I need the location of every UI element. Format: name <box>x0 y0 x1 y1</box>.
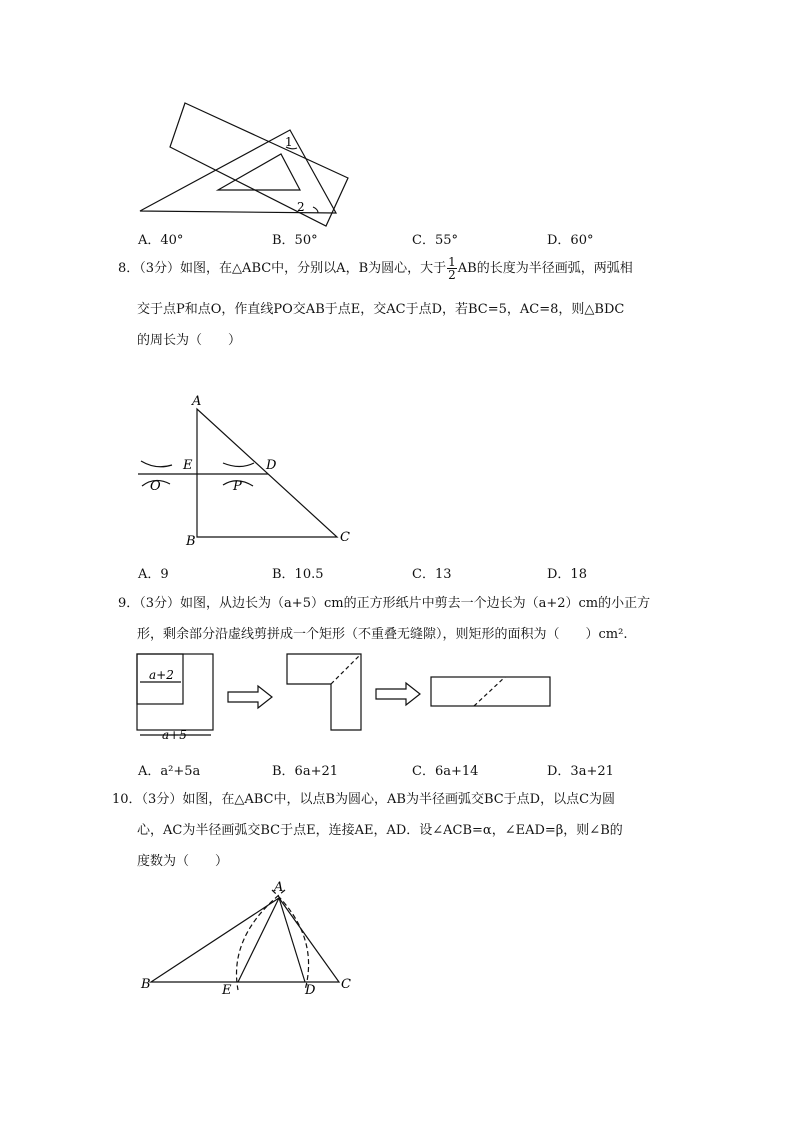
q7-option-a[interactable]: A．40° <box>138 233 184 248</box>
q8-option-c[interactable]: C．13 <box>412 567 452 582</box>
q10-label-a: A <box>274 880 284 895</box>
q9-option-c[interactable]: C．6a+14 <box>412 764 479 779</box>
q10-label-c: C <box>341 977 351 992</box>
q10-label-d: D <box>305 983 316 998</box>
q9-line2: 形，剩余部分沿虚线剪拼成一个矩形（不重叠无缝隙），则矩形的面积为（ ）cm². <box>137 627 628 642</box>
q9-option-b[interactable]: B．6a+21 <box>272 764 339 779</box>
q10-segment-ad <box>279 898 305 982</box>
q7-angle-1-label: 1 <box>285 135 293 149</box>
q10-line3: 度数为（ ） <box>137 854 229 869</box>
q10-arc-c <box>237 890 285 990</box>
q8-label-p: P <box>233 479 242 494</box>
q8-line3: 的周长为（ ） <box>137 333 242 348</box>
q10-line2: 心，AC为半径画弧交BC于点E，连接AE，AD．设∠ACB=α，∠EAD=β，则∠B的 <box>137 823 623 838</box>
q8-label-a: A <box>192 394 202 409</box>
q8-option-d[interactable]: D．18 <box>547 567 587 582</box>
q8-line1-pre: （3分）如图，在△ABC中，分别以A，B为圆心，大于 <box>139 261 447 276</box>
q8-fraction: $\frac{1}{2}$ <box>448 255 456 282</box>
q8-number: 8． <box>118 261 140 276</box>
q8-line2: 交于点P和点O，作直线PO交AB于点E，交AC于点D，若BC=5，AC=8，则△BDC <box>137 302 625 317</box>
q8-label-o: O <box>150 479 161 494</box>
q10-number: 10． <box>112 792 142 807</box>
q10-line1-text: （3分）如图，在△ABC中，以点B为圆心，AB为半径画弧交BC于点D，以点C为圆 <box>141 792 616 807</box>
q7-option-c[interactable]: C．55° <box>412 233 458 248</box>
q9-option-d[interactable]: D．3a+21 <box>547 764 614 779</box>
q8-option-b[interactable]: B．10.5 <box>272 567 324 582</box>
q9-label-inner: a+2 <box>149 668 174 682</box>
q10-triangle <box>151 898 339 982</box>
q7-angle-2-label: 2 <box>297 200 305 214</box>
q9-number: 9． <box>118 596 140 611</box>
q9-label-outer: a+5 <box>162 728 187 742</box>
q8-option-a[interactable]: A．9 <box>138 567 169 582</box>
q7-option-d[interactable]: D．60° <box>547 233 594 248</box>
q10-label-e: E <box>222 983 232 998</box>
q8-label-c: C <box>340 530 350 545</box>
q9-line1-text: （3分）如图，从边长为（a+5）cm的正方形纸片中剪去一个边长为（a+2）cm的小正方 <box>139 596 651 611</box>
q8-line1-post: AB的长度为半径画弧，两弧相 <box>457 261 633 276</box>
q8-label-d: D <box>266 458 277 473</box>
q8-label-e: E <box>183 458 193 473</box>
q10-label-b: B <box>141 977 151 992</box>
q9-option-a[interactable]: A．a²+5a <box>138 764 201 779</box>
q7-option-b[interactable]: B．50° <box>272 233 318 248</box>
q8-label-b: B <box>186 534 196 549</box>
